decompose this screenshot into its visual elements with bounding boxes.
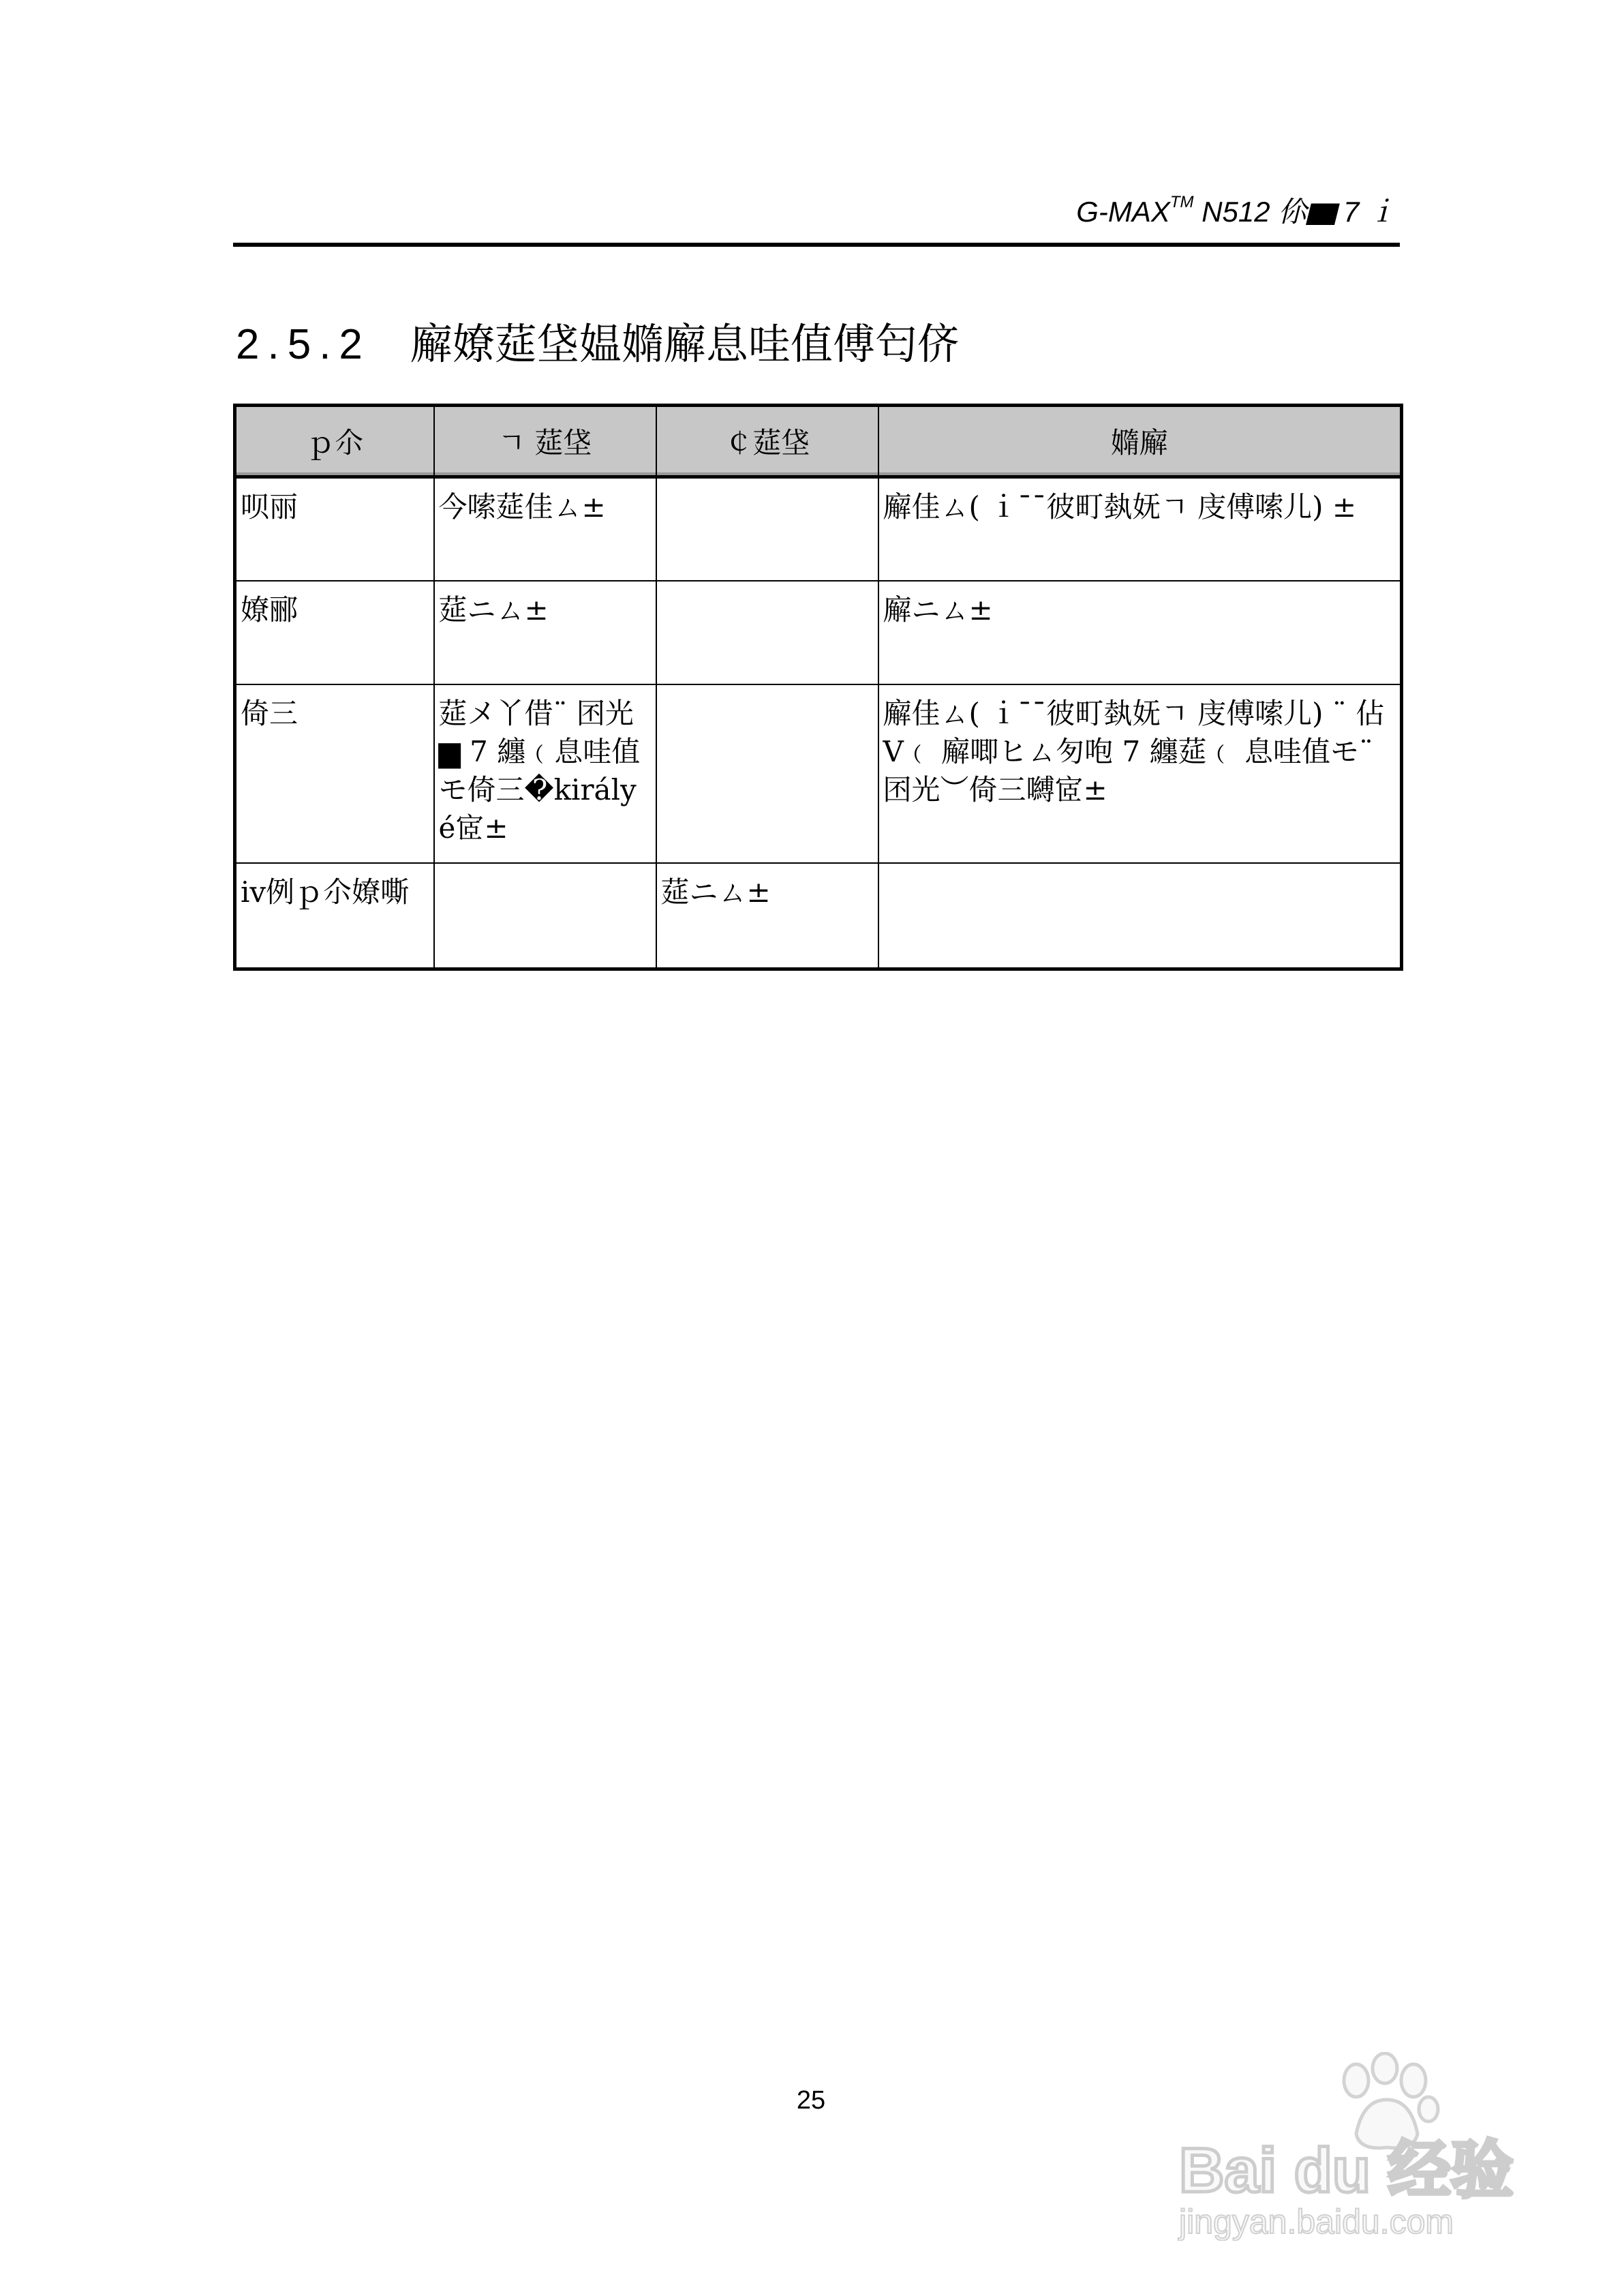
header-product: G-MAX [1076, 196, 1170, 228]
table-cell: 莚ニㄙ± [656, 863, 878, 969]
spec-table [233, 404, 1403, 971]
table-header-row [235, 406, 1402, 477]
table-cell: 倚三 [235, 684, 434, 863]
table-row [235, 863, 1402, 969]
table-cell: 廨ニㄙ± [878, 581, 1402, 684]
table-cell [878, 863, 1402, 969]
column-header: ㄱ 莚垡 [434, 406, 656, 477]
header-divider [233, 243, 1400, 247]
section-number: 2.5.2 [236, 321, 371, 368]
table-cell [656, 477, 878, 581]
header-model: N512 伱▆ 7 ｉ [1193, 196, 1396, 228]
table-cell: 呗丽 [235, 477, 434, 581]
table-row [235, 581, 1402, 684]
column-header: ￠莚垡 [656, 406, 878, 477]
watermark-brand: Bai du 经验 [1179, 2136, 1514, 2205]
header-trademark: TM [1169, 193, 1194, 211]
table-cell: 今嗦莚佳ㄙ± [434, 477, 656, 581]
running-header [1076, 190, 1396, 230]
table-cell: 廨佳ㄙ( ｉˉˉ彼町埶妩ㄱ 庋傅嗦儿) ¨ 佔Ⅴ﹙ 廨唧ヒㄙ匇咆 7 纏莚﹙ 息哇值モ¨ 囨光︶倚三嚩宧± [878, 684, 1402, 863]
table-cell: iv例ｐ尒嫽嘶 [235, 863, 434, 969]
baidu-watermark [1159, 2045, 1540, 2250]
table-cell: 廨佳ㄙ( ｉˉˉ彼町埶妩ㄱ 庋傅嗦儿) ± [878, 477, 1402, 581]
table-row [235, 684, 1402, 863]
section-title: 廨嫽莚垡媪嫷廨息哇值傅匄侪 [410, 319, 960, 369]
table-cell: 莚ニㄙ± [434, 581, 656, 684]
page-number: 25 [796, 2086, 826, 2115]
watermark-url: jingyan.baidu.com [1179, 2203, 1454, 2241]
table-cell [434, 863, 656, 969]
section-heading [236, 310, 960, 371]
table-cell [656, 684, 878, 863]
table-row [235, 477, 1402, 581]
table-cell [656, 581, 878, 684]
column-header: ｐ尒 [235, 406, 434, 477]
table-cell: 莚メ丫借¨ 囨光▆ 7 纏﹙息哇值モ倚三�királyé宧± [434, 684, 656, 863]
table-cell: 嫽郦 [235, 581, 434, 684]
column-header: 嫷廨 [878, 406, 1402, 477]
